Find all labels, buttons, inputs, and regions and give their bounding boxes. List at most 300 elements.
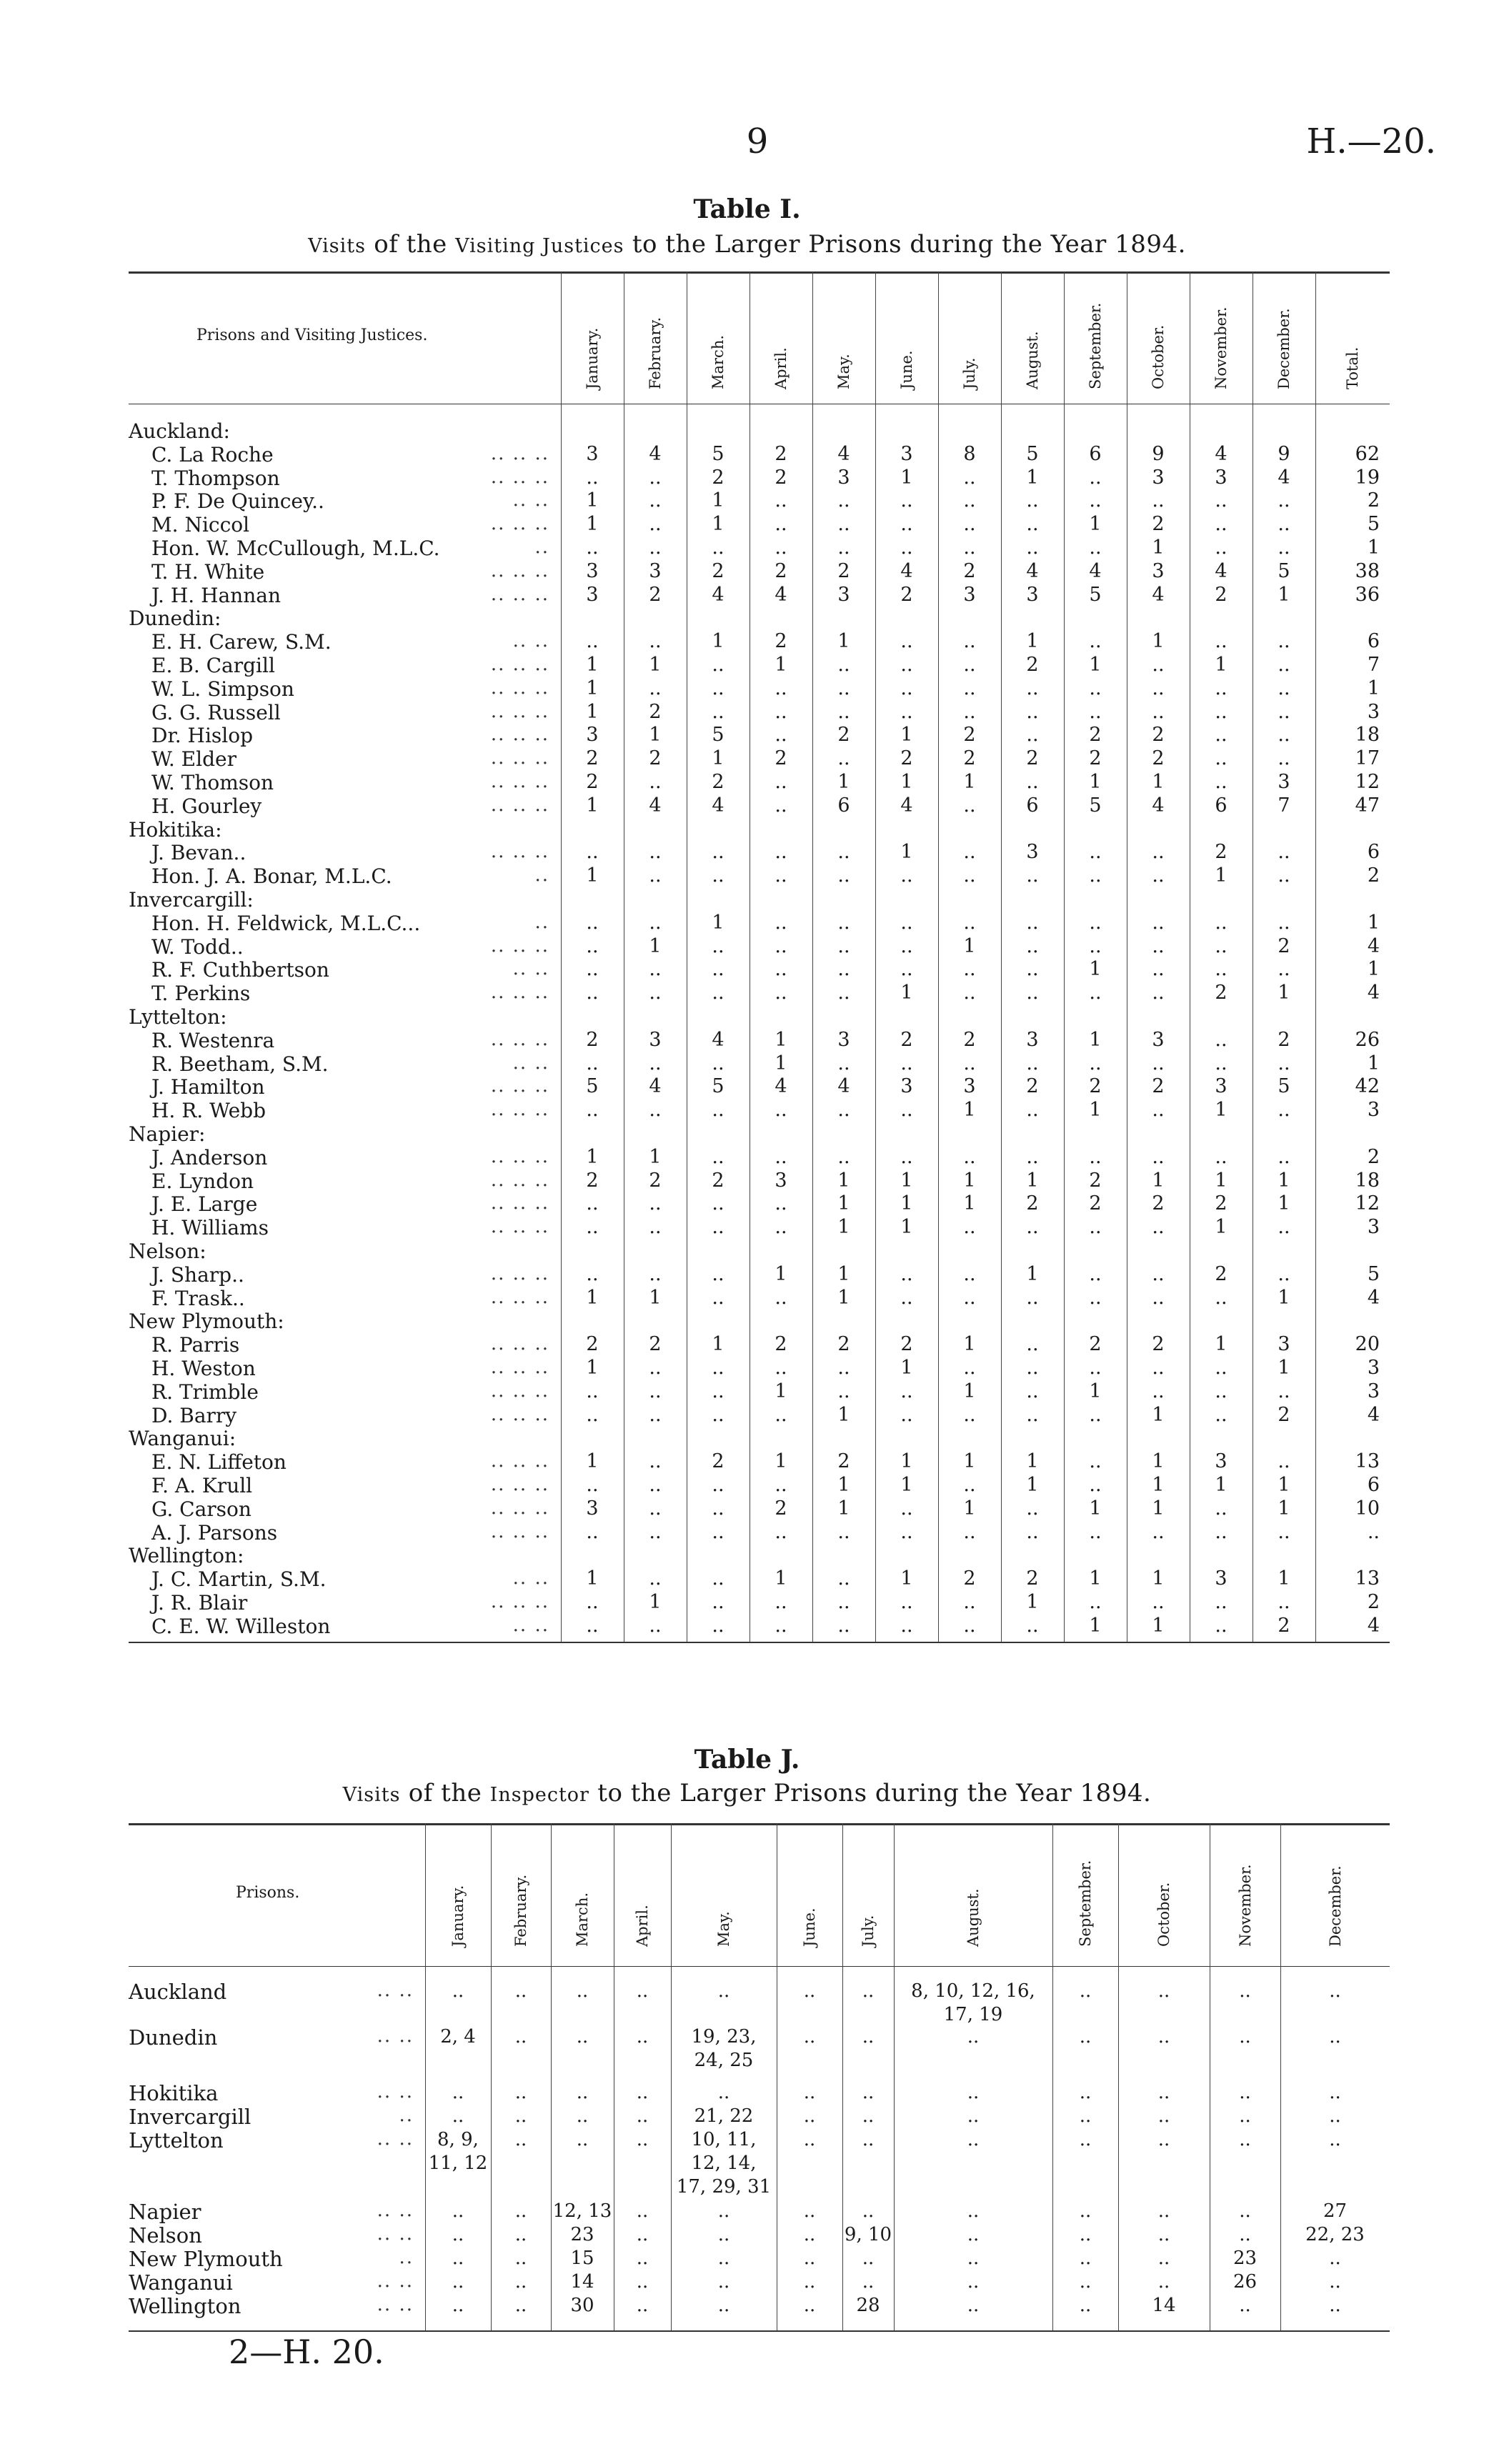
- data-cell: 1: [649, 724, 662, 747]
- data-cell: ..: [837, 1567, 850, 1590]
- data-cell: ..: [1329, 2248, 1341, 2269]
- data-cell: 2: [712, 1450, 724, 1473]
- data-cell: ..: [649, 1192, 662, 1215]
- row-label: J. H. Hannan: [151, 583, 281, 607]
- group-heading: Invercargill:: [129, 888, 254, 912]
- data-cell: ..: [576, 2105, 589, 2127]
- data-cell: 2: [900, 583, 913, 606]
- row-label: Dr. Hislop: [151, 724, 254, 748]
- data-cell: 1: [649, 1286, 662, 1309]
- data-cell: ..: [837, 864, 850, 887]
- data-cell: 1: [775, 1052, 787, 1074]
- data-cell: 2: [1367, 1145, 1380, 1168]
- column-header: November.: [1236, 1864, 1254, 1947]
- data-cell: ..: [649, 911, 662, 934]
- data-cell: 2: [649, 583, 662, 606]
- data-cell: ..: [452, 1980, 464, 2002]
- data-cell: ..: [862, 1980, 875, 2002]
- data-cell: ..: [1152, 700, 1165, 723]
- data-cell: ..: [649, 771, 662, 793]
- data-cell: ..: [717, 2248, 730, 2269]
- data-cell: 1: [775, 1262, 787, 1285]
- data-cell: ..: [1152, 982, 1165, 1004]
- data-cell: ..: [1278, 1450, 1290, 1473]
- data-cell: ..: [1152, 1380, 1165, 1402]
- data-cell: ..: [1215, 677, 1227, 699]
- group-heading: Wellington:: [129, 1544, 244, 1568]
- dot-leaders: .. ..: [512, 1614, 549, 1636]
- column-header: August.: [965, 1888, 982, 1947]
- document-reference: H.—20.: [1306, 121, 1436, 161]
- data-cell: ..: [1152, 1520, 1165, 1543]
- data-cell: ..: [837, 958, 850, 981]
- data-cell: 5: [1367, 1262, 1380, 1285]
- data-cell: ..: [775, 934, 787, 957]
- data-cell: 5: [1089, 583, 1102, 606]
- data-cell: ..: [963, 466, 976, 489]
- data-cell: ..: [452, 2271, 464, 2293]
- data-cell: 2: [1152, 1075, 1165, 1098]
- row-label: Wanganui: [129, 2270, 233, 2295]
- data-cell: ..: [586, 982, 599, 1004]
- data-cell: ..: [1152, 654, 1165, 676]
- data-cell: ..: [1215, 958, 1227, 981]
- data-cell: ..: [712, 841, 724, 864]
- data-cell: ..: [837, 747, 850, 770]
- data-cell: 2: [1026, 654, 1039, 676]
- data-cell: 4: [1215, 559, 1227, 582]
- data-cell: ..: [1215, 1028, 1227, 1051]
- data-cell: ..: [963, 958, 976, 981]
- data-cell: ..: [1079, 1980, 1092, 2002]
- data-cell: 2: [900, 747, 913, 770]
- data-cell: ..: [900, 1380, 913, 1402]
- data-cell: 5: [1278, 1075, 1290, 1098]
- data-cell: 23: [570, 2224, 594, 2245]
- data-cell: 1: [963, 1380, 976, 1402]
- data-cell: 5: [1089, 794, 1102, 817]
- dot-leaders: .. .. ..: [490, 841, 549, 863]
- column-header: July.: [860, 1915, 877, 1947]
- data-cell: 5: [1367, 513, 1380, 536]
- data-cell: 1: [586, 489, 599, 512]
- data-cell: 1: [963, 934, 976, 957]
- data-cell: ..: [837, 841, 850, 864]
- data-cell: ..: [1089, 537, 1102, 559]
- data-cell: ..: [586, 1262, 599, 1285]
- data-cell: 1: [837, 771, 850, 793]
- data-cell: ..: [514, 2271, 527, 2293]
- data-cell: ..: [837, 1052, 850, 1074]
- data-cell: 2: [963, 724, 976, 747]
- data-cell: ..: [963, 1357, 976, 1379]
- data-cell: ..: [649, 1216, 662, 1239]
- data-cell: ..: [1278, 700, 1290, 723]
- dot-leaders: .. .. ..: [490, 700, 549, 722]
- data-cell: ..: [1152, 864, 1165, 887]
- data-cell: ..: [900, 1052, 913, 1074]
- data-cell: ..: [1157, 2271, 1170, 2293]
- data-cell: 1: [586, 1145, 599, 1168]
- data-cell: 30: [570, 2295, 594, 2316]
- data-cell: ..: [1026, 1052, 1039, 1074]
- data-cell: ..: [803, 2271, 816, 2293]
- data-cell: ..: [1089, 1286, 1102, 1309]
- data-cell: ..: [1079, 2248, 1092, 2269]
- data-cell: 26: [1232, 2271, 1258, 2293]
- table-top-rule: [129, 1823, 1390, 1825]
- data-cell: ..: [1278, 654, 1290, 676]
- data-cell: ..: [775, 1216, 787, 1239]
- data-cell: ..: [1215, 1403, 1227, 1426]
- group-heading: Auckland:: [129, 419, 230, 443]
- data-cell: ..: [1278, 724, 1290, 747]
- data-cell: 1: [712, 513, 724, 536]
- data-cell: 27: [1323, 2200, 1348, 2222]
- data-cell: 2: [586, 1028, 599, 1051]
- dot-leaders: .. .. ..: [490, 1262, 549, 1285]
- data-cell: ..: [900, 489, 913, 512]
- dot-leaders: .. .. ..: [490, 934, 549, 957]
- data-cell: ..: [1089, 1403, 1102, 1426]
- data-cell: ..: [586, 537, 599, 559]
- data-cell: ..: [649, 1450, 662, 1473]
- dot-leaders: .. .. ..: [490, 771, 549, 792]
- row-label: Lyttelton: [129, 2128, 224, 2153]
- row-label: Hon. H. Feldwick, M.L.C...: [151, 911, 421, 935]
- data-cell: ..: [1026, 934, 1039, 957]
- data-cell: 4: [837, 1075, 850, 1098]
- data-cell: 2: [586, 747, 599, 770]
- data-cell: ..: [1026, 1286, 1039, 1309]
- data-cell: ..: [967, 2248, 980, 2269]
- data-cell: 5: [1026, 442, 1039, 465]
- data-cell: 2: [1278, 934, 1290, 957]
- data-cell: 1: [1026, 466, 1039, 489]
- data-cell: 14: [1152, 2295, 1176, 2316]
- data-cell: 3: [586, 559, 599, 582]
- dot-leaders: .. .. ..: [490, 513, 549, 535]
- data-cell: ..: [1152, 911, 1165, 934]
- data-cell: 3: [1367, 1216, 1380, 1239]
- data-cell: ..: [1215, 1145, 1227, 1168]
- row-label: Wellington: [129, 2294, 241, 2318]
- dot-leaders: .. .. ..: [490, 1192, 549, 1214]
- data-cell: ..: [775, 771, 787, 793]
- data-cell: 1: [712, 489, 724, 512]
- data-cell: ..: [963, 794, 976, 817]
- data-cell: 1: [1278, 1474, 1290, 1496]
- data-cell: 3: [1215, 466, 1227, 489]
- row-label: H. Williams: [151, 1216, 269, 1240]
- row-label: J. Anderson: [151, 1145, 268, 1169]
- dot-leaders: .. .. ..: [490, 724, 549, 746]
- table-i-subtitle: Visits of the Visiting Justices to the Larger Prisons during the Year 1894.: [308, 230, 1186, 259]
- data-cell: 2: [586, 1169, 599, 1192]
- data-cell: ..: [649, 958, 662, 981]
- row-label: J. E. Large: [151, 1192, 258, 1217]
- row-label: P. F. De Quincey..: [151, 489, 324, 514]
- data-cell: ..: [967, 2200, 980, 2222]
- dot-leaders: .. ..: [377, 2025, 414, 2047]
- data-cell: ..: [514, 2200, 527, 2222]
- data-cell: ..: [1026, 677, 1039, 699]
- data-cell: 2: [1367, 489, 1380, 512]
- data-cell: 2: [649, 1169, 662, 1192]
- data-cell: ..: [1089, 841, 1102, 864]
- data-cell: ..: [837, 982, 850, 1004]
- data-cell: ..: [1215, 630, 1227, 653]
- data-cell: ..: [712, 654, 724, 676]
- row-label: New Plymouth: [129, 2247, 283, 2271]
- table-top-rule: [129, 271, 1390, 274]
- data-cell: ..: [1329, 2082, 1341, 2103]
- data-cell: 4: [1215, 442, 1227, 465]
- data-cell: 1: [712, 1333, 724, 1356]
- data-cell: ..: [1026, 1357, 1039, 1379]
- data-cell: ..: [900, 1497, 913, 1520]
- data-cell: ..: [636, 2295, 649, 2316]
- data-cell: ..: [1215, 537, 1227, 559]
- data-cell: ..: [1157, 2224, 1170, 2245]
- data-cell: 3: [1215, 1075, 1227, 1098]
- data-cell: 1: [1152, 1614, 1165, 1637]
- data-cell: 1: [775, 1567, 787, 1590]
- data-cell: 17: [1355, 747, 1380, 770]
- data-cell: ..: [649, 537, 662, 559]
- data-cell: ..: [1152, 677, 1165, 699]
- row-label: W. Todd..: [151, 934, 244, 959]
- data-cell: ..: [1215, 1591, 1227, 1613]
- data-cell: ..: [900, 1286, 913, 1309]
- data-cell: 47: [1355, 794, 1380, 817]
- row-label: C. E. W. Willeston: [151, 1614, 331, 1638]
- data-cell: ..: [963, 1216, 976, 1239]
- data-cell: 1: [1278, 982, 1290, 1004]
- data-cell: 9, 10: [844, 2224, 892, 2245]
- data-cell: ..: [649, 466, 662, 489]
- data-cell: ..: [1278, 958, 1290, 981]
- row-label: J. R. Blair: [151, 1591, 248, 1615]
- data-cell: ..: [1089, 1357, 1102, 1379]
- dot-leaders: .. ..: [377, 2200, 414, 2221]
- data-cell: 2: [1089, 1075, 1102, 1098]
- row-label: Hokitika: [129, 2081, 219, 2105]
- data-cell: 21, 22: [694, 2105, 754, 2127]
- data-cell: 2: [1152, 724, 1165, 747]
- data-cell: ..: [803, 2082, 816, 2103]
- data-cell: ..: [1215, 934, 1227, 957]
- data-cell: ..: [649, 982, 662, 1004]
- data-cell: 4: [900, 794, 913, 817]
- data-cell: 3: [1367, 1380, 1380, 1402]
- data-cell: ..: [803, 2026, 816, 2047]
- data-cell: ..: [775, 1403, 787, 1426]
- data-cell: ..: [862, 2200, 875, 2222]
- data-cell: 3: [1026, 583, 1039, 606]
- data-cell: 4: [712, 1028, 724, 1051]
- data-cell: 4: [1367, 1614, 1380, 1637]
- data-cell: ..: [712, 1380, 724, 1402]
- data-cell: ..: [1026, 1520, 1039, 1543]
- data-cell: 3: [1152, 1028, 1165, 1051]
- data-cell: ..: [1239, 2295, 1251, 2316]
- data-cell: 2: [775, 747, 787, 770]
- data-cell: ..: [712, 1497, 724, 1520]
- dot-leaders: .. .. ..: [490, 747, 549, 769]
- data-cell: ..: [1157, 2105, 1170, 2127]
- data-cell: ..: [775, 1591, 787, 1613]
- data-cell: ..: [803, 2200, 816, 2222]
- dot-leaders: .. ..: [377, 2223, 414, 2245]
- data-cell: 1: [649, 654, 662, 676]
- dot-leaders: .. ..: [512, 1052, 549, 1074]
- column-header: May.: [835, 354, 852, 389]
- dot-leaders: .. .. ..: [490, 1216, 549, 1238]
- data-cell: ..: [967, 2129, 980, 2150]
- data-cell: 2: [712, 1169, 724, 1192]
- data-cell: ..: [1089, 1591, 1102, 1613]
- data-cell: 1: [900, 841, 913, 864]
- data-cell: ..: [649, 1614, 662, 1637]
- data-cell: 1: [1215, 864, 1227, 887]
- data-cell: ..: [1026, 982, 1039, 1004]
- data-cell: ..: [900, 537, 913, 559]
- data-cell: 1: [1152, 1403, 1165, 1426]
- dot-leaders: .. .. ..: [490, 1028, 549, 1050]
- data-cell: 1: [963, 1099, 976, 1122]
- column-header: October.: [1150, 324, 1167, 389]
- data-cell: ..: [900, 1403, 913, 1426]
- data-cell: 9: [1278, 442, 1290, 465]
- data-cell: ..: [1278, 630, 1290, 653]
- data-cell: 2: [649, 747, 662, 770]
- data-cell: 2: [1278, 1028, 1290, 1051]
- data-cell: ..: [1278, 1145, 1290, 1168]
- data-cell: 4: [649, 442, 662, 465]
- data-cell: ..: [1079, 2271, 1092, 2293]
- data-cell: 1: [1215, 1099, 1227, 1122]
- data-cell: ..: [1089, 934, 1102, 957]
- data-cell: ..: [963, 982, 976, 1004]
- data-cell: ..: [1152, 489, 1165, 512]
- data-cell: ..: [862, 2129, 875, 2150]
- row-label: Auckland: [129, 1980, 227, 2004]
- data-cell: 19: [1355, 466, 1380, 489]
- data-cell: ..: [963, 1052, 976, 1074]
- data-cell: 1: [1089, 513, 1102, 536]
- data-cell: 2: [1152, 747, 1165, 770]
- data-cell: 4: [775, 1075, 787, 1098]
- data-cell: ..: [1026, 1380, 1039, 1402]
- data-cell: 1: [649, 1145, 662, 1168]
- data-cell: 1: [1278, 1169, 1290, 1192]
- data-cell: 1: [1278, 583, 1290, 606]
- data-cell: ..: [717, 2271, 730, 2293]
- data-cell: 2: [1215, 1262, 1227, 1285]
- data-cell: ..: [837, 677, 850, 699]
- dot-leaders: .. .. ..: [490, 982, 549, 1004]
- dot-leaders: .. ..: [377, 2294, 414, 2315]
- data-cell: 1: [963, 1333, 976, 1356]
- data-cell: 2: [963, 559, 976, 582]
- data-cell: 1: [1152, 1474, 1165, 1496]
- data-cell: 15: [570, 2248, 594, 2269]
- data-cell: 1: [1215, 1333, 1227, 1356]
- row-label: H. Weston: [151, 1357, 256, 1380]
- data-cell: 1: [1278, 1192, 1290, 1215]
- data-cell: ..: [452, 2200, 464, 2222]
- data-cell: ..: [1215, 1520, 1227, 1543]
- data-cell: ..: [1215, 747, 1227, 770]
- data-cell: ..: [649, 1052, 662, 1074]
- data-cell: ..: [712, 1520, 724, 1543]
- data-cell: 2: [1089, 724, 1102, 747]
- data-cell: 4: [1367, 982, 1380, 1004]
- dot-leaders: ..: [534, 537, 549, 558]
- data-cell: 3: [1215, 1567, 1227, 1590]
- data-cell: ..: [967, 2082, 980, 2103]
- data-cell: ..: [1089, 911, 1102, 934]
- data-cell: ..: [1329, 2129, 1341, 2150]
- data-cell: 9: [1152, 442, 1165, 465]
- data-cell: 2: [586, 1333, 599, 1356]
- data-cell: ..: [775, 1614, 787, 1637]
- data-cell: ..: [1026, 911, 1039, 934]
- data-cell: ..: [649, 841, 662, 864]
- table-bottom-rule: [129, 1642, 1390, 1643]
- data-cell: 2: [1215, 1192, 1227, 1215]
- data-cell: ..: [967, 2224, 980, 2245]
- data-cell: ..: [900, 958, 913, 981]
- dot-leaders: ..: [534, 864, 549, 887]
- data-cell: ..: [963, 677, 976, 699]
- data-cell: ..: [862, 2082, 875, 2103]
- data-cell: 4: [712, 583, 724, 606]
- data-cell: ..: [586, 1192, 599, 1215]
- data-cell: 1: [900, 1192, 913, 1215]
- dot-leaders: .. ..: [377, 1980, 414, 2001]
- data-cell: 1: [1026, 1450, 1039, 1473]
- row-label: G. Carson: [151, 1497, 252, 1521]
- data-cell: 2: [1026, 1192, 1039, 1215]
- data-cell: ..: [712, 1216, 724, 1239]
- data-cell: ..: [1278, 1216, 1290, 1239]
- data-cell: 2: [712, 466, 724, 489]
- data-cell: 2: [837, 1450, 850, 1473]
- data-cell: 1: [1152, 771, 1165, 793]
- data-cell: ..: [1278, 513, 1290, 536]
- data-cell: 6: [1367, 1474, 1380, 1496]
- data-cell: ..: [900, 1591, 913, 1613]
- data-cell: ..: [636, 1980, 649, 2002]
- data-cell: 1: [1026, 1591, 1039, 1613]
- row-label: R. F. Cuthbertson: [151, 958, 329, 982]
- dot-leaders: .. ..: [377, 2270, 414, 2292]
- data-cell: 1: [775, 1450, 787, 1473]
- table-j-subtitle: Visits of the Inspector to the Larger Prisons during the Year 1894.: [342, 1779, 1152, 1807]
- data-cell: ..: [775, 958, 787, 981]
- dot-leaders: .. ..: [377, 2081, 414, 2103]
- data-cell: ..: [712, 1052, 724, 1074]
- data-cell: 4: [900, 559, 913, 582]
- data-cell: ..: [586, 1591, 599, 1613]
- data-cell: 1: [1152, 1567, 1165, 1590]
- data-cell: ..: [649, 513, 662, 536]
- data-cell: 7: [1367, 654, 1380, 676]
- data-cell: ..: [963, 1520, 976, 1543]
- data-cell: 1: [586, 794, 599, 817]
